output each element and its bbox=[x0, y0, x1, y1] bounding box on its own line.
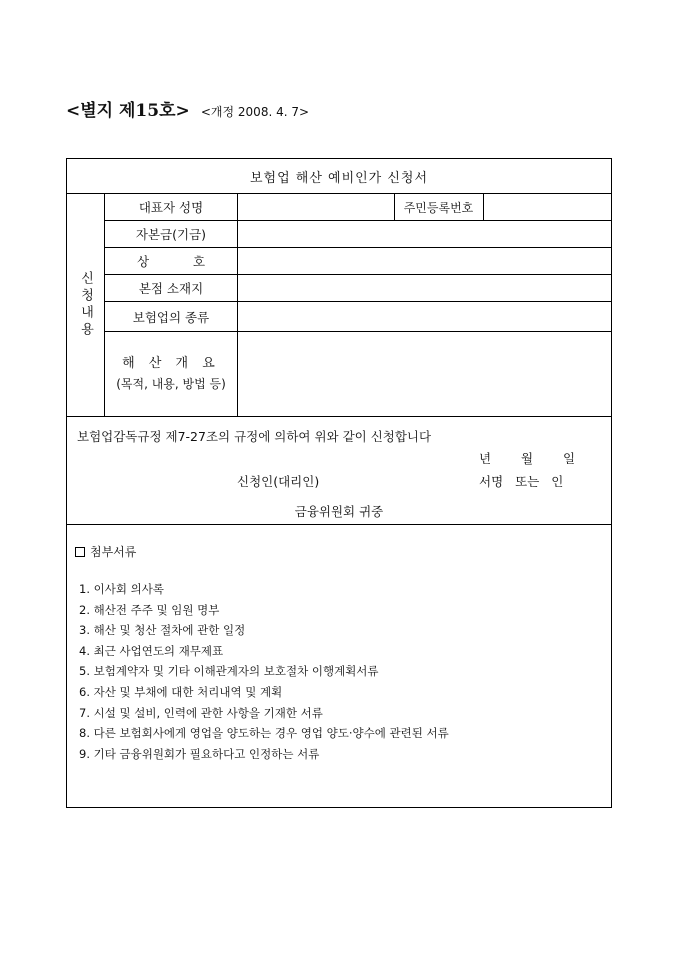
rule-content-end bbox=[67, 416, 611, 417]
attachments-list bbox=[79, 579, 449, 764]
application-form bbox=[66, 158, 612, 808]
list-item: 7. 시설 및 설비, 인력에 관한 사항을 기재한 서류 bbox=[79, 705, 323, 720]
attachments-header bbox=[75, 543, 136, 560]
list-item: 5. 보험계약자 및 기타 이해관계자의 보호절차 이행계획서류 bbox=[79, 664, 379, 679]
checkbox-square-icon bbox=[75, 547, 85, 557]
capital-field[interactable] bbox=[238, 221, 611, 247]
list-item: 2. 해산전 주주 및 임원 명부 bbox=[79, 602, 220, 617]
date-year: 년 bbox=[479, 451, 492, 466]
summary-note: (목적, 내용, 방법 등) bbox=[116, 377, 226, 391]
list-item: 4. 최근 사업연도의 재무제표 bbox=[79, 643, 224, 658]
label-dissolution-summary bbox=[105, 332, 237, 416]
date-day: 일 bbox=[563, 451, 576, 466]
form-number: <별지 제15호> bbox=[66, 101, 190, 121]
signature-label: 서명 또는 인 bbox=[479, 474, 564, 489]
insurance-type-field[interactable] bbox=[238, 302, 611, 331]
side-label-cell bbox=[67, 194, 104, 416]
summary-title: 해 산 개 요 bbox=[122, 356, 220, 371]
list-item: 3. 해산 및 청산 절차에 관한 일정 bbox=[79, 623, 246, 638]
attachments-title: 첨부서류 bbox=[90, 545, 137, 559]
representative-name-field[interactable] bbox=[238, 194, 394, 220]
label-insurance-type: 보험업의 종류 bbox=[132, 309, 210, 325]
addressee: 금융위원회 귀중 bbox=[294, 504, 384, 519]
head-office-field[interactable] bbox=[238, 275, 611, 301]
date-month: 월 bbox=[521, 451, 534, 466]
label-resident-number: 주민등록번호 bbox=[403, 200, 474, 215]
form-title: 보험업 해산 예비인가 신청서 bbox=[249, 170, 429, 186]
label-trade-name: 상 호 bbox=[136, 254, 226, 269]
trade-name-field[interactable] bbox=[238, 248, 611, 274]
label-capital: 자본금(기금) bbox=[135, 227, 207, 242]
label-representative-name: 대표자 성명 bbox=[138, 200, 204, 215]
label-head-office: 본점 소재지 bbox=[138, 281, 204, 296]
revision-note: <개정 2008. 4. 7> bbox=[200, 105, 310, 119]
dissolution-summary-field[interactable] bbox=[238, 332, 611, 416]
list-item: 6. 자산 및 부채에 대한 처리내역 및 계획 bbox=[79, 684, 283, 699]
rule-statement-end bbox=[67, 524, 611, 525]
list-item: 8. 다른 보험회사에게 영업을 양도하는 경우 영업 양도·양수에 관련된 서류 bbox=[79, 726, 449, 741]
side-label: 신청내용 bbox=[78, 271, 93, 339]
list-item: 1. 이사회 의사록 bbox=[79, 582, 164, 596]
resident-number-field[interactable] bbox=[484, 194, 611, 220]
application-statement: 보험업감독규정 제7-27조의 규정에 의하여 위와 같이 신청합니다 bbox=[77, 429, 432, 444]
form-heading bbox=[66, 96, 309, 121]
applicant-label: 신청인(대리인) bbox=[237, 474, 320, 489]
list-item: 9. 기타 금융위원회가 필요하다고 인정하는 서류 bbox=[79, 746, 320, 761]
